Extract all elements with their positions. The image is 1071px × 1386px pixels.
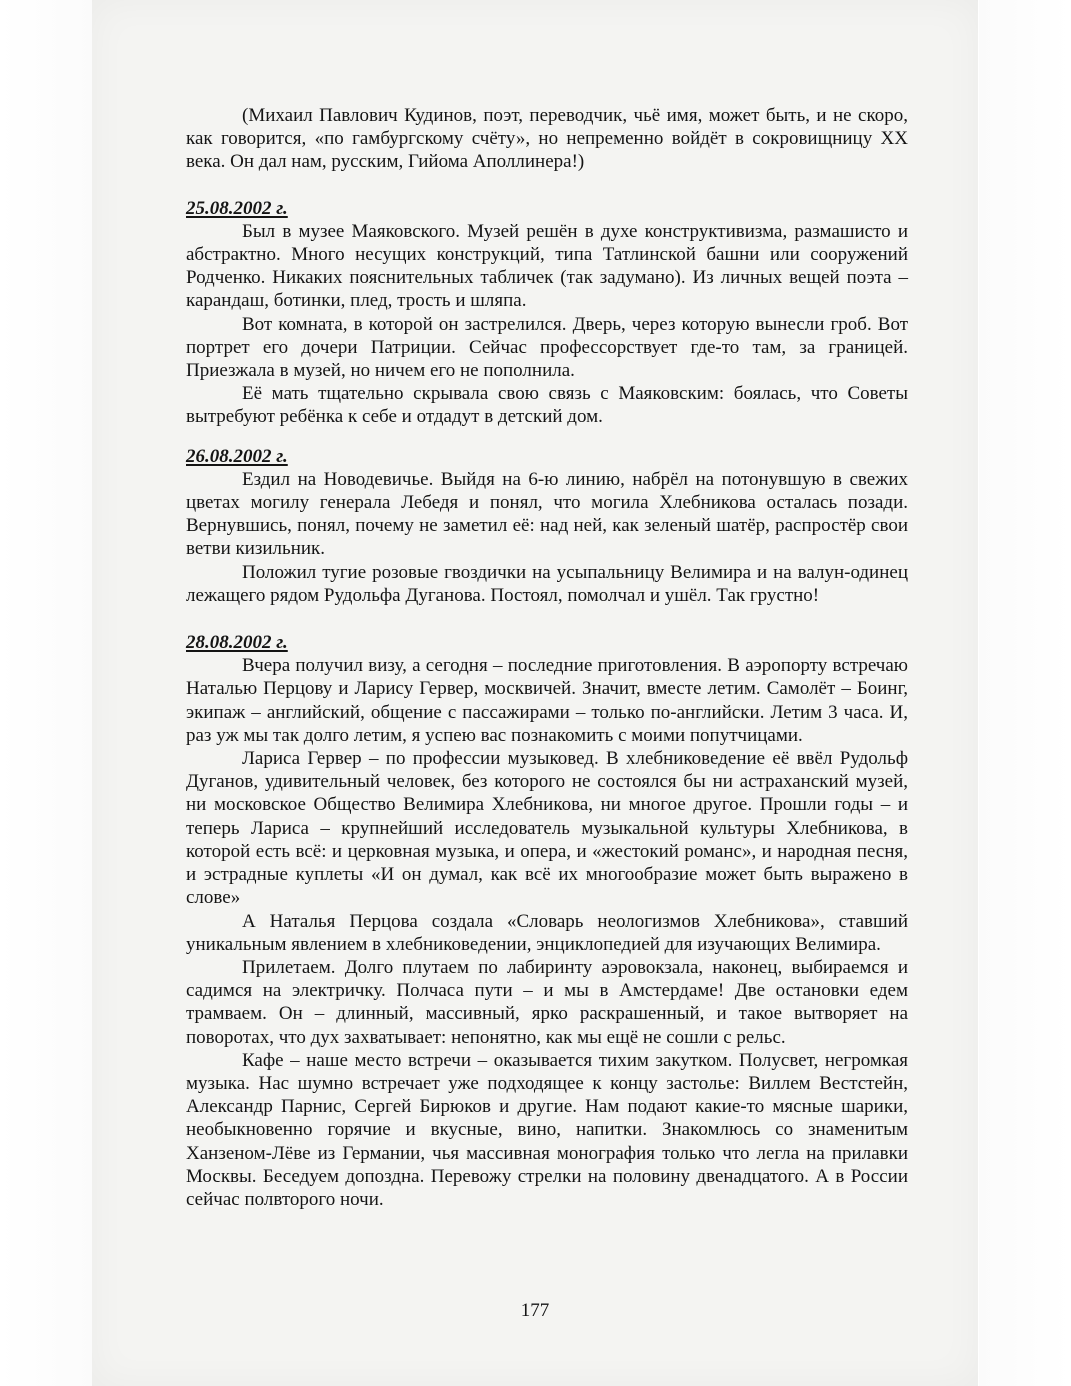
diary-entry [186, 631, 908, 1211]
entry-paragraph: Кафе – наше место встречи – оказывается тихим закутком. Полусвет, негромкая музыка. Нас шумно встречает уже подходящее к концу застолье: Виллем Вестстейн, Александр Парнис, Сергей Бирюков и другие. Нам подают какие-то мясные шарики, необыкновенно горячие и вкусные, вино, напитки. Знакомлюсь со знаменитым Ханзеном-Лёве из Германии, чья массивная монография только что легла на прилавки Москвы. Беседуем допоздна. Перевожу стрелки на половину двенадцатого. А в России сейчас полвторого ночи. [186, 1049, 908, 1210]
diary-entry [186, 197, 908, 429]
page-text [186, 104, 908, 1211]
diary-entry [186, 445, 908, 607]
entry-paragraph: А Наталья Перцова создала «Словарь неологизмов Хлебникова», ставший уникальным явлением в хлебниковедении, энциклопедией для изучающих Велимира. [186, 910, 908, 955]
entry-paragraph: Прилетаем. Долго плутаем по лабиринту аэровокзала, наконец, выбираемся и садимся на электричку. Полчаса пути – и мы в Амстердаме! Две остановки едем трамваем. Он – длинный, массивный, ярко раскрашенный, и такое вытворяет на поворотах, что дух захватывает: непонятно, как мы ещё не сошли с рельс. [186, 956, 908, 1048]
entry-paragraph: Ездил на Новодевичье. Выйдя на 6-ю линию, набрёл на потонувшую в свежих цветах могилу генерала Лебедя и понял, что могила Хлебникова осталась позади. Вернувшись, понял, почему не заметил её: над ней, как зеленый шатёр, распростёр свои ветви кизильник. [186, 468, 908, 560]
entry-paragraph: Вчера получил визу, а сегодня – последние приготовления. В аэропорту встречаю Наталью Перцову и Ларису Гервер, москвичей. Значит, вместе летим. Самолёт – Боинг, экипаж – английский, общение с пассажирами – только по-английски. Летим 3 часа. И, раз уж мы так долго летим, я успею вас познакомить с моими попутчицами. [186, 655, 908, 746]
scan-margin-right [979, 0, 1071, 1386]
entry-date: 26.08.2002 г. [186, 445, 288, 467]
entry-paragraph: Её мать тщательно скрывала свою связь с Маяковским: боялась, что Советы вытребуют ребёнка к себе и отдадут в детский дом. [186, 383, 908, 428]
scan-margin-left [0, 0, 92, 1386]
page-number: 177 [520, 1300, 550, 1321]
book-page [92, 0, 978, 1386]
entry-paragraph: Был в музее Маяковского. Музей решён в духе конструктивизма, размашисто и абстрактно. Много несущих конструкций, типа Татлинской башни или сооружений Родченко. Никаких пояснительных табличек (так задумано). Из личных вещей поэта – карандаш, ботинки, плед, трость и шляпа. [186, 220, 908, 312]
entry-date: 28.08.2002 г. [186, 632, 288, 654]
entry-paragraph: Лариса Гервер – по профессии музыковед. В хлебниковедение её ввёл Рудольф Дуганов, удивительный человек, без которого не состоялся бы ни астраханский музей, ни московское Общество Велимира Хлебникова, ни многое другое. Прошли годы – и теперь Лариса – крупнейший исследователь музыкальной культуры Хлебникова, в которой есть всё: и церковная музыка, и опера, и «жестокий романс», и народная песня, и эстрадные куплеты «И он думал, как всё их многообразие может быть выражено в слове» [186, 748, 908, 909]
entry-date: 25.08.2002 г. [186, 197, 288, 219]
intro-paragraph: (Михаил Павлович Кудинов, поэт, переводчик, чьё имя, может быть, и не скоро, как говорится, «по гамбургскому счёту», но непременно войдёт в сокровищницу XX века. Он дал нам, русским, Гийома Аполлинера!) [186, 105, 908, 173]
entry-paragraph: Вот комната, в которой он застрелился. Дверь, через которую вынесли гроб. Вот портрет его дочери Патриции. Сейчас профессорствует где-то там, за границей. Приезжала в музей, но ничем его не пополнила. [186, 313, 908, 382]
entry-paragraph: Положил тугие розовые гвоздички на усыпальницу Велимира и на валун-одинец лежащего рядом Рудольфа Дуганова. Постоял, помолчал и ушёл. Так грустно! [186, 561, 908, 606]
